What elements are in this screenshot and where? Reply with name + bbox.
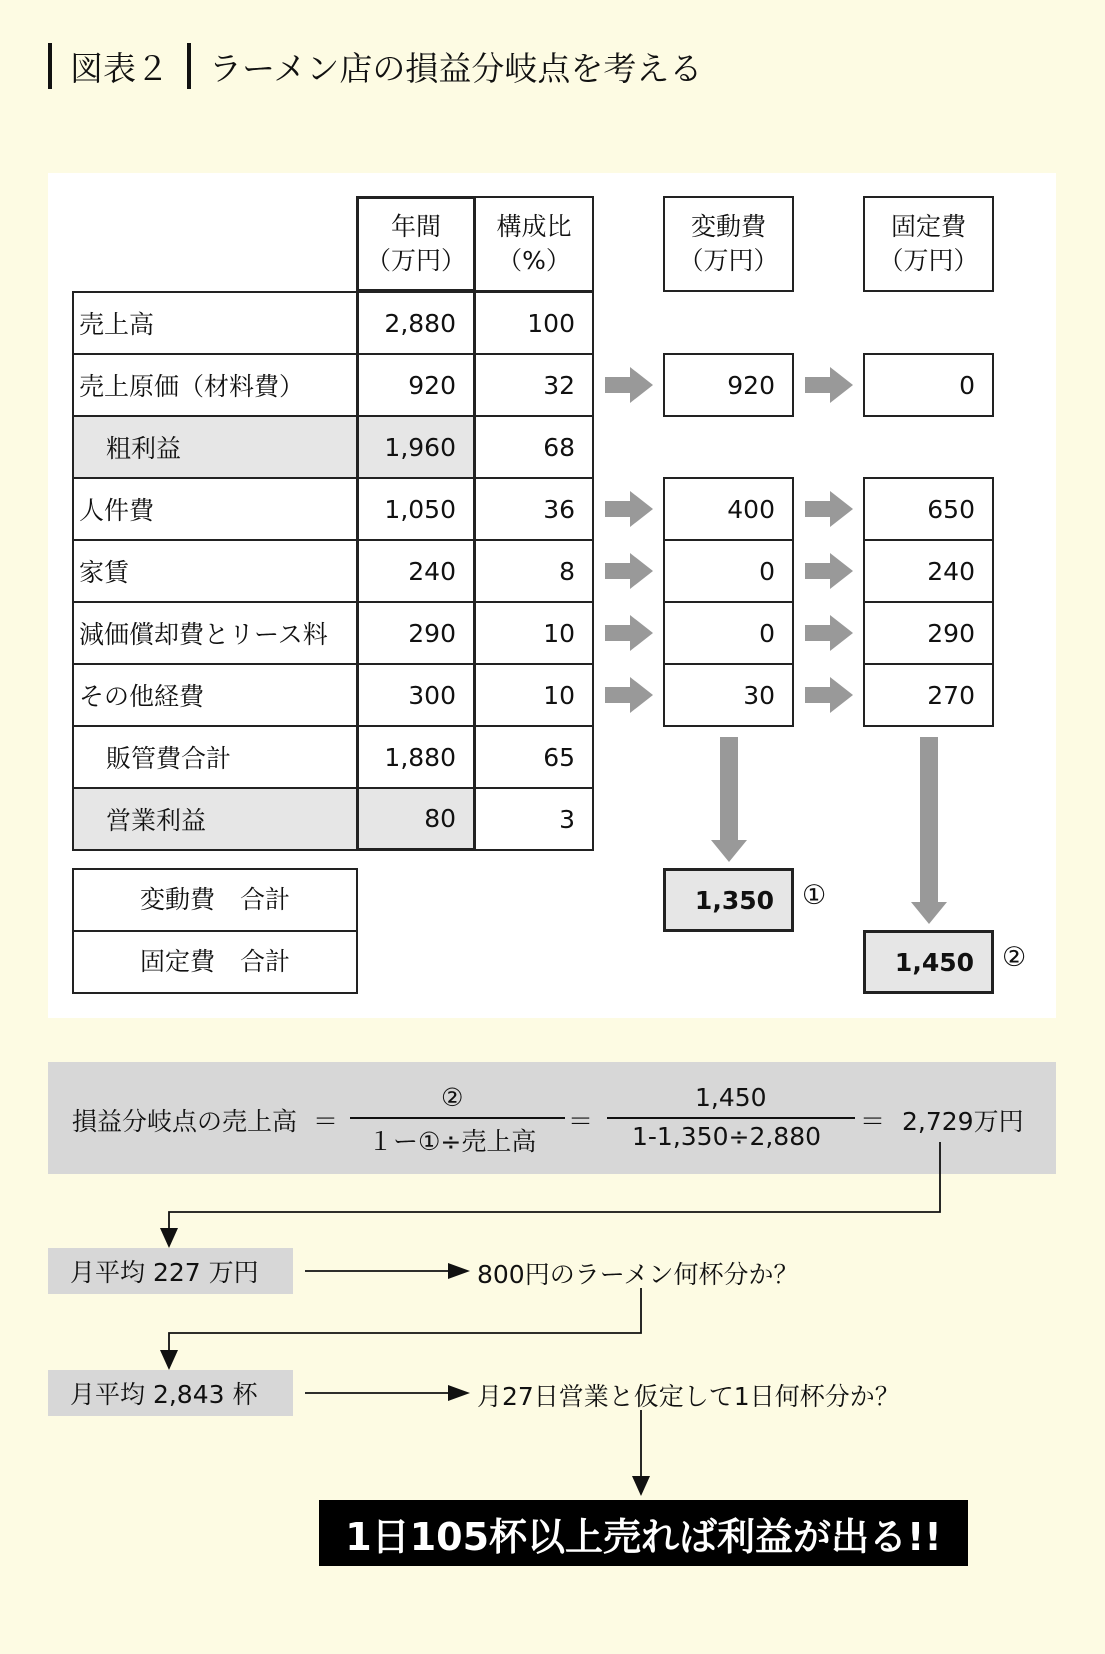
arrow-head-icon [448,1385,470,1401]
formula-eq-1: ＝ [313,1107,339,1136]
row-label-operating-profit: 営業利益 [72,787,358,851]
fixed-total-value: 1,450 [863,930,994,994]
formula-frac2-den: 1-1,350÷2,880 [632,1122,822,1151]
header-annual-line1: 年間 [390,212,441,241]
formula-frac1-num: ② [441,1083,464,1112]
variable-total-label: 変動費 合計 [72,868,358,932]
row-variable-other: 30 [663,663,794,727]
row-ratio-gross-profit: 68 [474,415,594,479]
row-label-sga-total: 販管費合計 [72,725,358,789]
row-fixed-labor: 650 [863,477,994,541]
formula-frac2-num: 1,450 [695,1083,767,1112]
row-ratio-labor: 36 [474,477,594,541]
formula-eq-2: ＝ [568,1107,594,1136]
row-annual-cogs: 920 [356,353,476,417]
header-ratio-line1: 構成比 [496,212,572,241]
arrow-head-icon [448,1263,470,1279]
arrow-head-icon [632,1476,650,1496]
question-daily: 月27日営業と仮定して1日何杯分か？ [477,1382,900,1411]
row-annual-other: 300 [356,663,476,727]
row-ratio-operating-profit: 3 [474,787,594,851]
row-annual-rent: 240 [356,539,476,603]
row-annual-gross-profit: 1,960 [356,415,476,479]
row-ratio-depreciation: 10 [474,601,594,665]
row-annual-labor: 1,050 [356,477,476,541]
connector-line [169,1288,641,1354]
monthly-sales-box: 月平均 227 万円 [48,1248,293,1294]
row-variable-cogs: 920 [663,353,794,417]
row-variable-rent: 0 [663,539,794,603]
row-label-sales: 売上高 [72,291,358,355]
row-annual-operating-profit: 80 [356,787,476,851]
connector-line [169,1142,940,1232]
row-label-other: その他経費 [72,663,358,727]
header-fixed-line2: （万円） [878,246,979,275]
row-fixed-cogs: 0 [863,353,994,417]
header-variable-line2: （万円） [678,246,779,275]
row-label-cogs: 売上原価（材料費） [72,353,358,417]
arrow-head-icon [160,1350,178,1370]
variable-total-value: 1,350 [663,868,794,932]
formula-frac1-den: １ー①÷売上高 [368,1127,537,1156]
row-ratio-cogs: 32 [474,353,594,417]
question-bowls: 800円のラーメン何杯分か？ [477,1260,799,1289]
row-label-gross-profit: 粗利益 [72,415,358,479]
row-ratio-sales: 100 [474,291,594,355]
figure-label: 図表２ [70,48,169,88]
formula-eq-3: ＝ [860,1107,886,1136]
formula-lhs: 損益分岐点の売上高 [72,1107,298,1136]
row-annual-sales: 2,880 [356,291,476,355]
row-ratio-rent: 8 [474,539,594,603]
fixed-total-label: 固定費 合計 [72,930,358,994]
row-variable-labor: 400 [663,477,794,541]
row-ratio-other: 10 [474,663,594,727]
page-title: ラーメン店の損益分岐点を考える [209,48,703,88]
row-label-depreciation: 減価償却費とリース料 [72,601,358,665]
formula-result: 2,729万円 [902,1107,1024,1136]
fixed-total-marker: ② [1002,942,1027,973]
header-fixed-line1: 固定費 [890,212,966,241]
row-ratio-sga-total: 65 [474,725,594,789]
arrow-head-icon [160,1228,178,1248]
monthly-bowls-box: 月平均 2,843 杯 [48,1370,293,1416]
row-variable-depreciation: 0 [663,601,794,665]
header-annual-line2: （万円） [365,246,466,275]
row-annual-sga-total: 1,880 [356,725,476,789]
row-fixed-other: 270 [863,663,994,727]
conclusion-banner: 1日105杯以上売れば利益が出る!! [319,1500,968,1566]
row-fixed-depreciation: 290 [863,601,994,665]
header-ratio-line2: （%） [497,246,571,275]
row-label-rent: 家賃 [72,539,358,603]
variable-total-marker: ① [802,880,827,911]
row-label-labor: 人件費 [72,477,358,541]
row-fixed-rent: 240 [863,539,994,603]
row-annual-depreciation: 290 [356,601,476,665]
header-variable-line1: 変動費 [690,212,766,241]
